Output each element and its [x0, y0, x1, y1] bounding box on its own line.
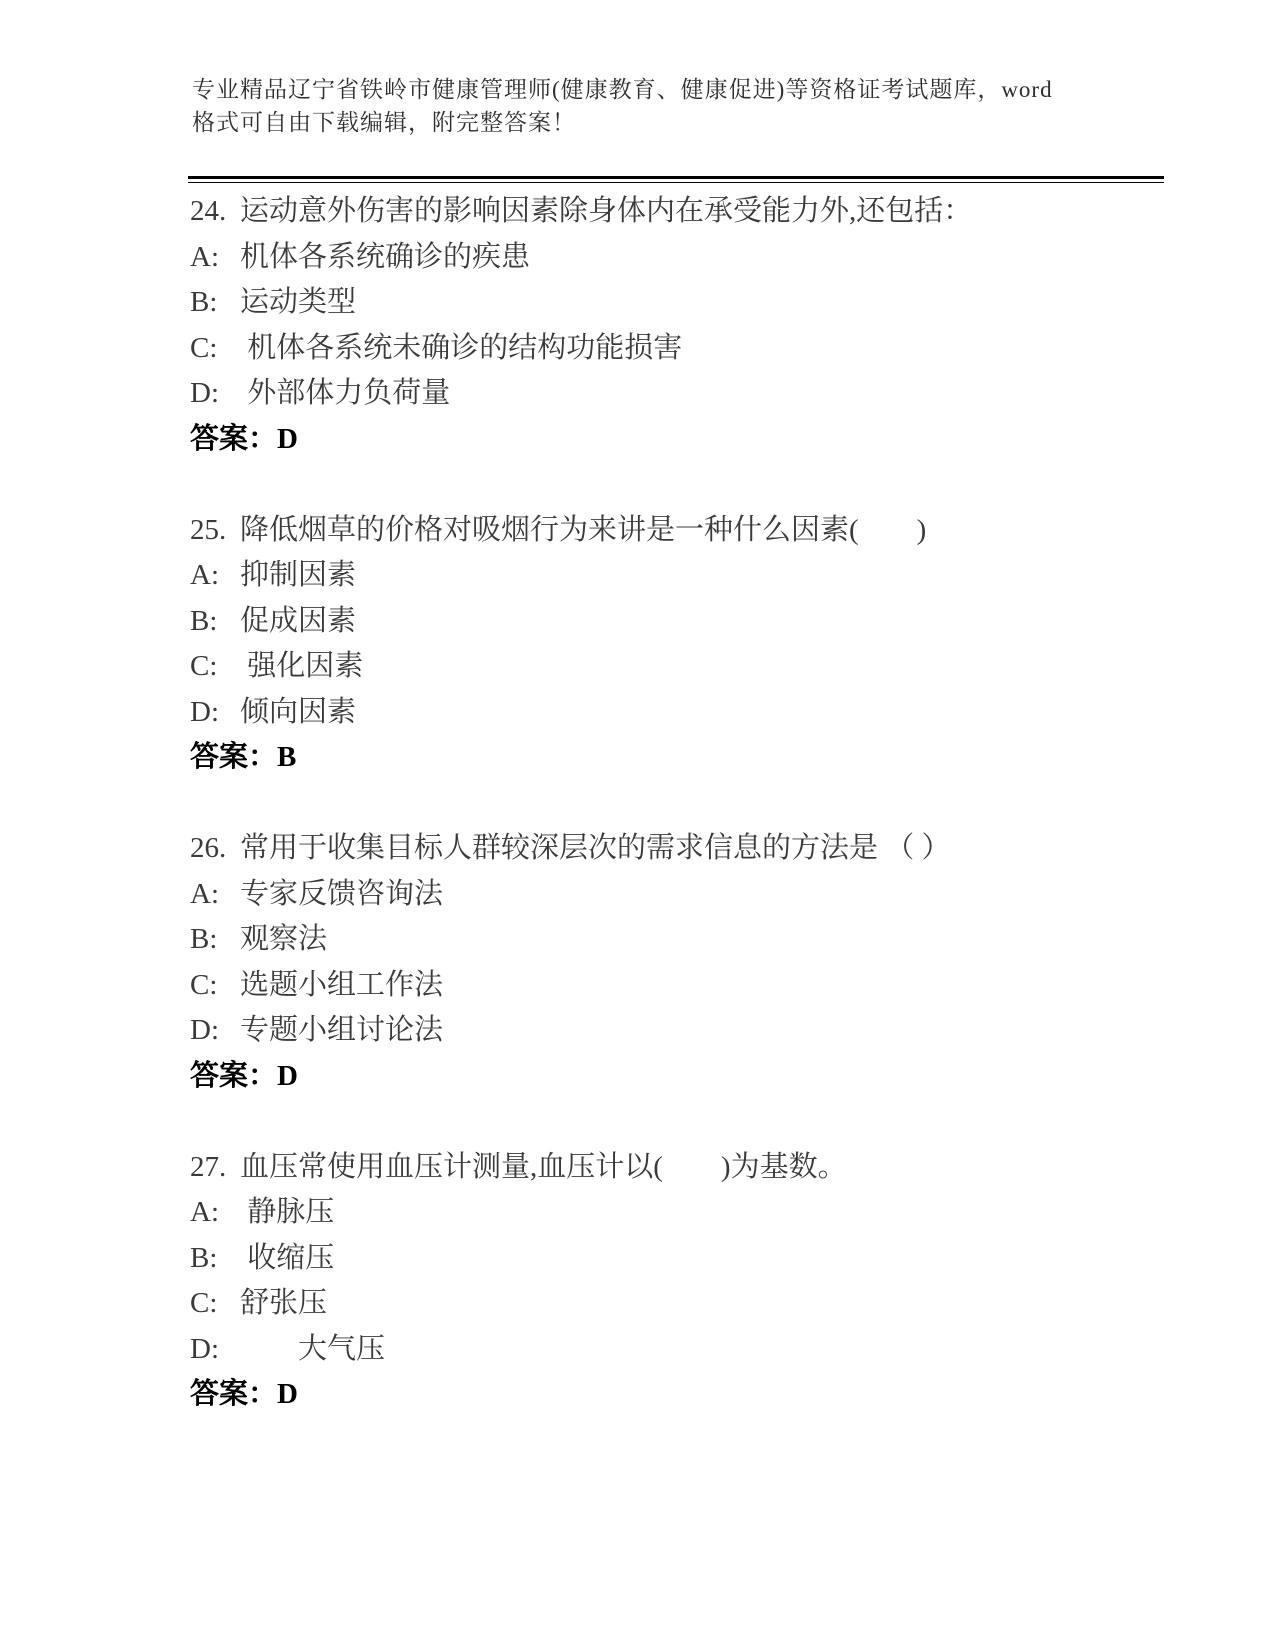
option-label: C: — [190, 968, 218, 1001]
option-text: 抑制因素 — [240, 559, 357, 591]
question-number: 26. — [190, 832, 227, 864]
option-text: 倾向因素 — [240, 695, 357, 728]
option-label: D: — [190, 695, 219, 728]
option-label: C: — [190, 650, 218, 682]
option-line-c — [190, 963, 1175, 1009]
question-stem — [190, 1145, 1175, 1191]
option-label: D: — [190, 1332, 219, 1365]
option-text: 专题小组讨论法 — [240, 1014, 444, 1046]
option-label: B: — [190, 1241, 218, 1274]
option-label: A: — [190, 240, 219, 273]
option-text: 观察法 — [240, 923, 328, 955]
option-line-b — [190, 280, 1175, 326]
question-text: 血压常使用血压计测量,血压计以( )为基数。 — [240, 1150, 847, 1183]
option-label: D: — [190, 1014, 219, 1046]
option-text: 专家反馈咨询法 — [240, 877, 444, 910]
option-label: C: — [190, 331, 218, 364]
option-label: B: — [190, 604, 218, 637]
question-block-27 — [190, 1145, 1175, 1418]
answer-line: 答案：D — [190, 422, 298, 455]
option-text: 选题小组工作法 — [240, 968, 444, 1001]
question-number: 27. — [190, 1150, 227, 1183]
option-line-a — [190, 872, 1175, 918]
question-text: 运动意外伤害的影响因素除身体内在承受能力外,还包括： — [240, 195, 973, 227]
question-stem — [190, 189, 1175, 235]
option-label: C: — [190, 1287, 218, 1319]
option-label: A: — [190, 1196, 219, 1228]
question-stem — [190, 826, 1175, 872]
option-line-d — [190, 371, 1175, 417]
option-line-a — [190, 553, 1175, 599]
question-block-26 — [190, 826, 1175, 1099]
option-line-b — [190, 917, 1175, 963]
question-stem — [190, 508, 1175, 554]
option-label: A: — [190, 877, 219, 910]
option-label: A: — [190, 559, 219, 591]
option-text: 大气压 — [240, 1332, 386, 1365]
option-text: 机体各系统未确诊的结构功能损害 — [240, 331, 683, 364]
question-text: 常用于收集目标人群较深层次的需求信息的方法是 （ ） — [240, 832, 951, 864]
option-text: 运动类型 — [240, 286, 357, 318]
answer-line: 答案：B — [190, 741, 297, 773]
option-line-d — [190, 690, 1175, 736]
option-line-d — [190, 1327, 1175, 1373]
option-text: 外部体力负荷量 — [240, 377, 451, 409]
option-label: B: — [190, 923, 218, 955]
option-line-b — [190, 1236, 1175, 1282]
option-text: 机体各系统确诊的疾患 — [240, 240, 531, 273]
option-text: 促成因素 — [240, 604, 357, 637]
option-line-c — [190, 644, 1175, 690]
option-text: 静脉压 — [240, 1196, 335, 1228]
option-line-c — [190, 1281, 1175, 1327]
option-text: 收缩压 — [240, 1241, 335, 1274]
header-rule — [188, 176, 1164, 183]
option-line-a — [190, 235, 1175, 281]
header-line-1: 专业精品辽宁省铁岭市健康管理师(健康教育、健康促进)等资格证考试题库，word — [192, 77, 1053, 102]
question-number: 25. — [190, 513, 227, 546]
option-label: D: — [190, 377, 219, 409]
header-note — [192, 73, 1102, 139]
question-block-25 — [190, 508, 1175, 781]
option-text: 舒张压 — [240, 1287, 328, 1319]
option-text: 强化因素 — [240, 650, 364, 682]
question-number: 24. — [190, 195, 227, 227]
option-line-a — [190, 1190, 1175, 1236]
question-text: 降低烟草的价格对吸烟行为来讲是一种什么因素( ) — [240, 513, 927, 546]
question-block-24 — [190, 189, 1175, 462]
option-label: B: — [190, 286, 218, 318]
answer-line: 答案：D — [190, 1059, 298, 1092]
header-line-2: 格式可自由下载编辑，附完整答案！ — [192, 110, 576, 135]
question-list — [190, 189, 1175, 1463]
answer-line: 答案：D — [190, 1378, 298, 1410]
option-line-c — [190, 326, 1175, 372]
option-line-d — [190, 1008, 1175, 1054]
option-line-b — [190, 599, 1175, 645]
